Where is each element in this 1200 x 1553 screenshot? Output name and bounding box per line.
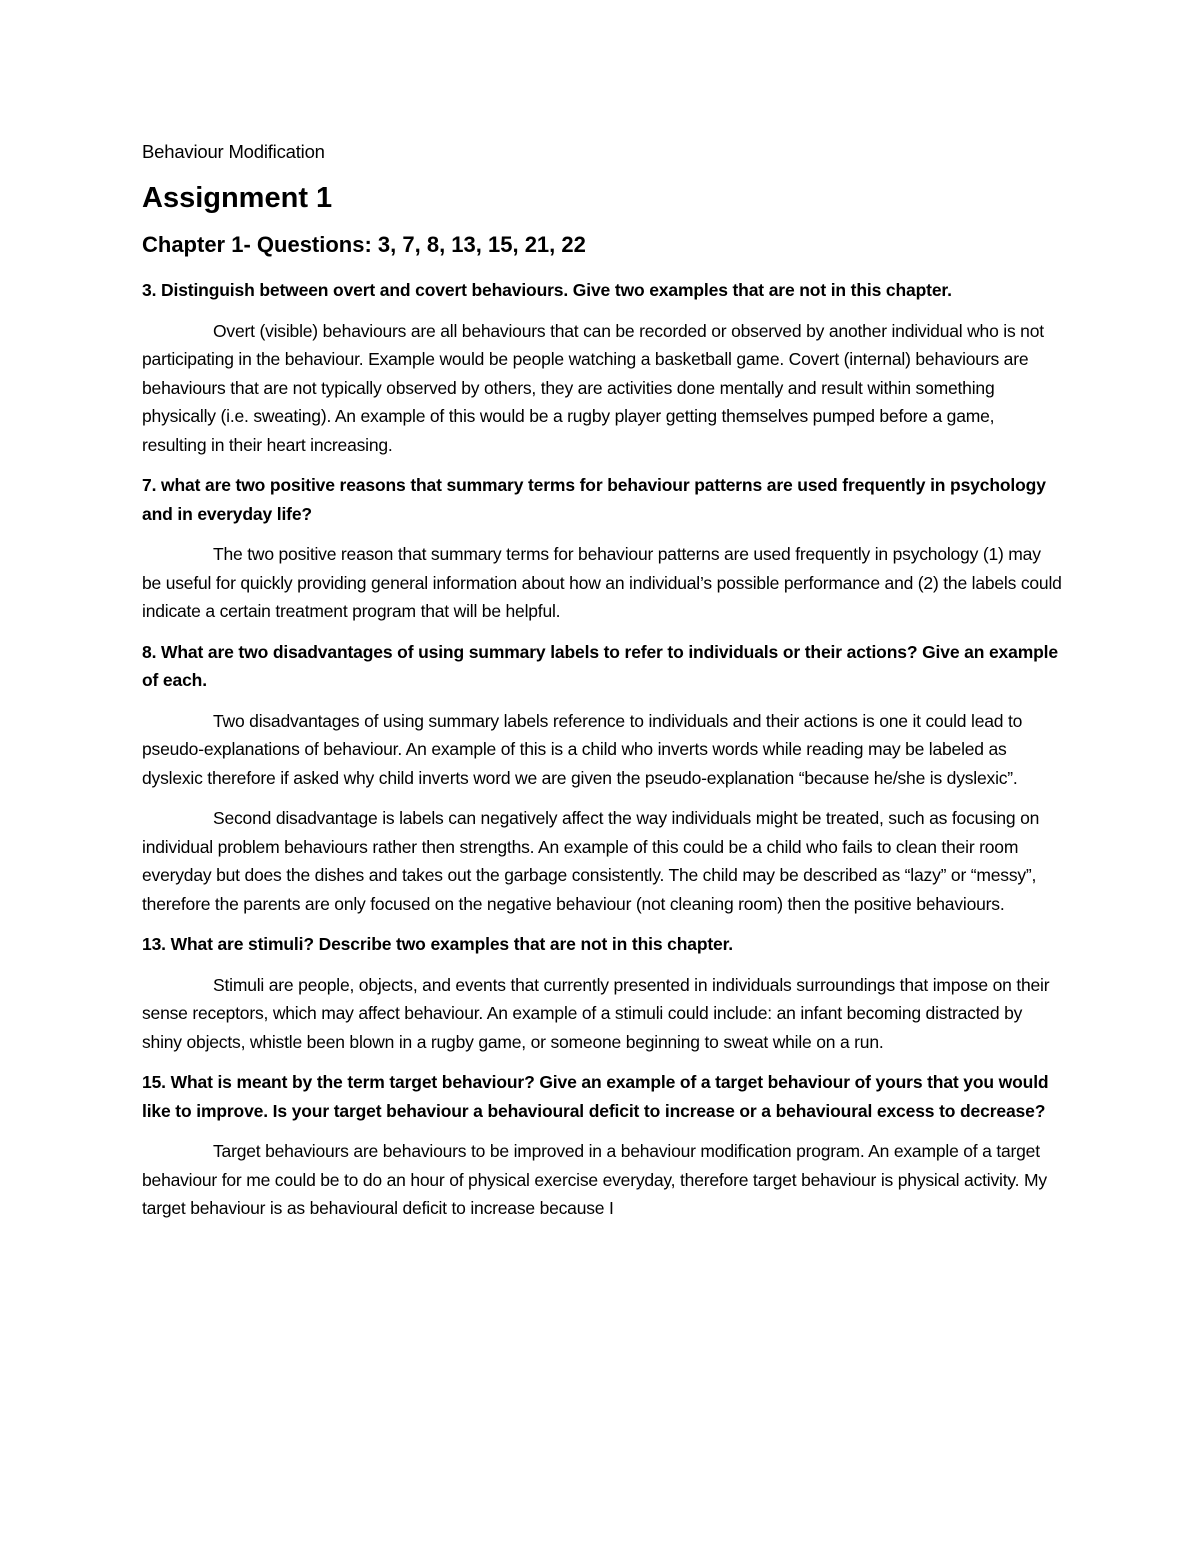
question-7: 7. what are two positive reasons that summary terms for behaviour patterns are used frequently in psychology and in everyday life? [142, 475, 1046, 524]
question-section [142, 638, 1062, 919]
document-page [142, 138, 1062, 1235]
answer-paragraph: The two positive reason that summary terms for behaviour patterns are used frequently in psychology (1) may be useful for quickly providing general information about how an individual’s possible performance and (2) the labels could indicate a certain treatment program that will be helpful. [142, 544, 1062, 621]
question-section [142, 276, 1062, 459]
chapter-heading: Chapter 1- Questions: 3, 7, 8, 13, 15, 21, 22 [142, 232, 586, 257]
answer-paragraph: Overt (visible) behaviours are all behaviours that can be recorded or observed by another individual who is not participating in the behaviour. Example would be people watching a basketball game. Covert (internal) behaviours are behaviours that are not typically observed by others, they are activities done mentally and result within something physically (i.e. sweating). An example of this would be a rugby player getting themselves pumped before a game, resulting in their heart increasing. [142, 320, 1044, 455]
answer-paragraph: Second disadvantage is labels can negatively affect the way individuals might be treated, such as focusing on individual problem behaviours rather then strengths. An example of this could be a child who fails to clean their room everyday but does the dishes and takes out the garbage consistently. The child may be described as “lazy” or “messy”, therefore the parents are only focused on the negative behaviour (not cleaning room) then the positive behaviours. [142, 808, 1040, 914]
question-section [142, 930, 1062, 1056]
question-15: 15. What is meant by the term target behaviour? Give an example of a target behaviour of yours that you would like to improve. Is your target behaviour a behavioural deficit to increase or a behavioural excess to decrease? [142, 1072, 1049, 1121]
course-name: Behaviour Modification [142, 141, 325, 162]
question-3: 3. Distinguish between overt and covert behaviours. Give two examples that are not in this chapter. [142, 280, 952, 300]
answer-paragraph: Target behaviours are behaviours to be improved in a behaviour modification program. An example of a target behaviour for me could be to do an hour of physical exercise everyday, therefore target behaviour is physical activity. My target behaviour is as behavioural deficit to increase because I [142, 1141, 1047, 1218]
answer-paragraph: Two disadvantages of using summary labels reference to individuals and their actions is one it could lead to pseudo-explanations of behaviour. An example of this is a child who inverts words while reading may be labeled as dyslexic therefore if asked why child inverts word we are given the pseudo-explanation “because he/she is dyslexic”. [142, 710, 1023, 788]
question-13: 13. What are stimuli? Describe two examples that are not in this chapter. [142, 934, 734, 954]
answer-paragraph: Stimuli are people, objects, and events that currently presented in individuals surroundings that impose on their sense receptors, which may affect behaviour. An example of a stimuli could include: an infant becoming distracted by shiny objects, whistle been blown in a rugby game, or someone beginning to sweat while on a run. [142, 974, 1050, 1052]
question-8: 8. What are two disadvantages of using summary labels to refer to individuals or their actions? Give an example of each. [142, 641, 1058, 690]
question-section [142, 471, 1062, 626]
question-section [142, 1068, 1062, 1223]
assignment-title: Assignment 1 [142, 182, 333, 214]
